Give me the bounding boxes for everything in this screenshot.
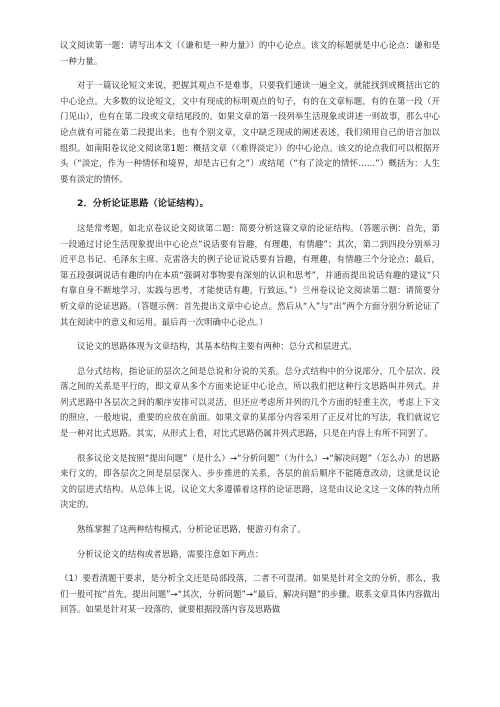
- paragraph-2: 对于一篇议论短文来说，把握其观点不是难事，只要我们通读一遍全文，就能找到或概括出它的中心论点。大多数的议论短文，文中有现成的标明观点的句子，有的在文章标题，有的在第一段（开门见山），也有在第二段或文章结尾段的。如果文章的第一段列举生活现象或讲述一则故事，那么中心论点就有可能在第二段提出来。也有个别文章，文中缺乏现成的阐述表述，我们须用自己的语言加以组织。如南阳卷议论文阅读第1题：概括文章（《难得淡定》）的中心论点。该文的论点我们可以根据开头（“淡定，作为一种情怀和境界，却是古已有之”）或结尾（“有了淡定的情怀……”）概括为：人生要有淡定的情怀。: [60, 80, 440, 184]
- paragraph-1: 议文阅读第一题：请写出本文（《谦和是一种力量》）的中心论点。该文的标题就是中心论点：谦和是一种力量。: [60, 40, 440, 66]
- paragraph-gap: [60, 330, 440, 339]
- paragraph-5: 总分式结构，指论证的层次之间是总说和分说的关系。总分式结构中的分说部分，几个层次、段落之间的关系是平行的，即文章从多个方面来论证中心论点，所以我们把这种行文思路叫并列式。并列式思路中各层次之间的顺序安排可以灵活，但还应考虑所并列的几个方面的轻重主次，考虑上下文的照应，一般地说，重要的应放在前面。如果文章的某部分内容采用了正反对比的写法，我们就说它是一种对比式思路。其实，从形式上看，对比式思路仍属并列式思路，只是在内容上有所不同罢了。: [60, 365, 440, 439]
- paragraph-8: 分析议论文的结构或者思路，需要注意如下两点：: [77, 548, 264, 559]
- paragraph-3: 这是常考题，如北京卷议论文阅读第二题：简要分析这篇文章的论证结构。（答题示例：首先，第一段通过讨论生活现象提出中心论点“说话要有旨趣，有理趣，有情趣”；其次，第二到四段分别举习近平总书记、毛泽东主席、克雷洛夫的例子论证说话要有旨趣，有理趣，有情趣三个分论点；最后，第五段强调说话有趣的内在本质“强调对事物要有深刻的认识和思考”，并通而提出说话有趣的建议“只有靠自身不断地学习、实践与思考，才能使话有趣，行致远。”）兰州卷议论文阅读第二题：请简要分析文章的论证思路。（答题示例：首先提出文章中心论点。然后从“入”与“出”两个方面分别分析论证了其在阅读中的意义和运用。最后再一次明确中心论点。）: [60, 222, 440, 327]
- paragraph-gap: [60, 562, 440, 571]
- paragraph-gap: [60, 538, 440, 547]
- paragraph-gap: [60, 69, 440, 78]
- paragraph-gap: [60, 513, 440, 522]
- paragraph-7: 熟练掌握了这两种结构模式，分析论证思路，便游刃有余了。: [77, 524, 306, 535]
- paragraph-4: 议论文的思路体现为文章结构，其基本结构主要有两种：总分式和层进式。: [77, 341, 357, 352]
- section-heading: 2．分析论证思路（论证结构）。: [77, 198, 209, 210]
- page-bottom-margin: [0, 701, 500, 707]
- paragraph-gap: [60, 355, 440, 364]
- paragraph-gap: [60, 442, 440, 451]
- paragraph-9: （1）要看清题干要求，是分析全文还是局部段落，二者不可混淆。如果是针对全文的分析，那么，我们一般可按“首先，提出问题”→“其次，分析问题”→“最后，解决问题”的步骤。联系文章具体内容做出回答。如果是针对某一段落的，就要根据段落内容及思路做: [60, 573, 440, 615]
- paragraph-gap: [60, 187, 440, 196]
- paragraph-gap: [60, 212, 440, 221]
- paragraph-6: 很多议论文是按照“提出问题”（是什么）→“分析问题”（为什么）→“解决问题”（怎么办）的思路来行文的，即各层次之间是层层深入、步步推进的关系，各层的前后顺序不能随意改动，这就是议论文的层进式结构。从总体上说，议论文大多遵循着这样的论证思路，这是由议论文这一文体的特点所决定的。: [60, 452, 440, 510]
